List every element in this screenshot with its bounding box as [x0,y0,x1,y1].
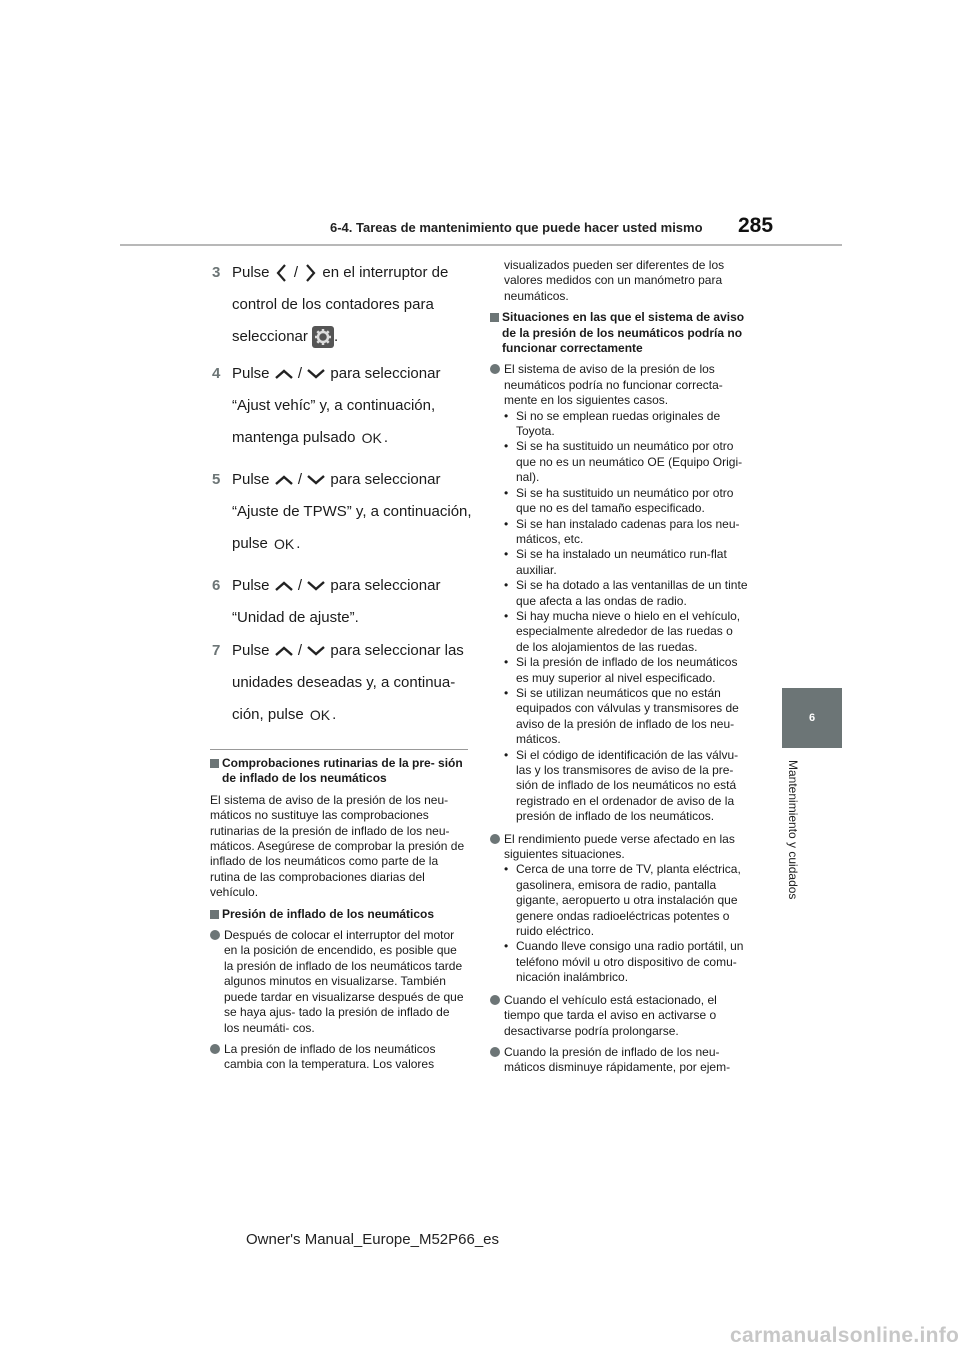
list-item: • Si se han instalado cadenas para los neu- máticos, etc. [504,517,748,548]
list-item: • Si se ha dotado a las ventanillas de un tinte que afecta a las ondas de radio. [504,578,748,609]
note-bullet-text: La presión de inflado de los neumáticos cambia con la temperatura. Los valores [224,1041,436,1072]
step-5 [212,464,474,560]
note-bullet [490,832,748,863]
chevron-right-icon [302,263,318,283]
list-item: • Si hay mucha nieve o hielo en el vehículo, especialmente alrededor de las ruedas o de los alojamientos de las ruedas. [504,609,748,655]
chevron-up-icon [274,644,294,658]
step-text: Pulse [232,642,270,659]
note-bullet-text: Cuando la presión de inflado de los neu- máticos disminuye rápidamente, por ejem- [504,1044,731,1075]
square-bullet-icon [490,313,499,322]
circle-bullet-icon [210,930,220,940]
step-text: para seleccionar las unidades deseadas y, a continua- ción, pulse [232,642,464,723]
watermark: carmanualsonline.info [730,1324,960,1347]
step-4 [212,358,474,454]
list-item: • Si se ha sustituido un neumático por otro que no es un neumático OE (Equipo Origi- nal). [504,439,748,485]
step-number: 7 [212,642,221,659]
note-continuation: visualizados pueden ser diferentes de los valores medidos con un manómetro para neumáticos. [504,258,725,303]
note-bullet [490,993,748,1039]
chevron-down-icon [306,644,326,658]
note-bullet-text: Después de colocar el interruptor del motor en la posición de encendido, es posible que la presión de inflado de los neumáticos tarde algunos minutos en visualizarse. También puede tardar en visualizarse después de que se haya ajus- tado la presión de inflado de los neumáti- cos. [224,928,464,1035]
step-text: Pulse [232,577,270,594]
step-text: . [296,535,301,552]
note-bullet [210,1042,468,1073]
step-number: 3 [212,264,221,281]
sub-list [504,862,748,985]
note-heading-text: Situaciones en las que el sistema de aviso de la presión de los neumáticos podría no funcionar correctamente [502,310,745,356]
chevron-up-icon [274,579,294,593]
list-item: • Si se utilizan neumáticos que no están equipados con válvulas y transmisores de aviso de la presión de inflado de los neu- máticos. [504,686,748,748]
step-separator: / [297,365,303,382]
list-item: • Si no se emplean ruedas originales de Toyota. [504,409,748,440]
step-text: . [334,328,339,345]
step-text: para seleccionar “Unidad de ajuste”. [232,577,441,626]
square-bullet-icon [210,759,219,768]
circle-bullet-icon [490,834,500,844]
chevron-left-icon [274,263,290,283]
step-separator: / [297,642,303,659]
note-bullet-text: El rendimiento puede verse afectado en las siguientes situaciones. [504,831,735,862]
circle-bullet-icon [490,995,500,1005]
list-item: • Cerca de una torre de TV, planta eléctrica, gasolinera, emisora de radio, pantalla gigante, aeropuerto u otra instalación que genere ondas radioeléctricas potentes o ruido eléctrico. [504,862,748,939]
note-bullet [210,928,468,1036]
note-bullet-text: Cuando el vehículo está estacionado, el tiempo que tarda el aviso en activarse o desactivarse podría prolongarse. [504,992,717,1038]
list-item: • Si la presión de inflado de los neumáticos es muy superior al nivel especificado. [504,655,748,686]
step-text: . [332,706,337,723]
step-separator: / [297,577,303,594]
step-text: Pulse [232,471,270,488]
list-item: • Si se ha sustituido un neumático por otro que no es del tamaño especificado. [504,486,748,517]
list-item: • Si el código de identificación de las válvu- las y los transmisores de aviso de la pre- sión de inflado de los neumáticos no está registrado en el ordenador de aviso de la presión de inflado de los neumáticos. [504,748,748,825]
circle-bullet-icon [490,1047,500,1057]
step-number: 5 [212,471,221,488]
note-heading-text: Comprobaciones rutinarias de la pre- sión de inflado de los neumáticos [222,756,463,786]
circle-bullet-icon [210,1044,220,1054]
section-title: 6-4. Tareas de mantenimiento que puede hacer usted mismo [330,220,703,235]
note-bullet [490,362,748,408]
page-number: 285 [738,214,774,237]
note-heading [210,756,468,787]
circle-bullet-icon [490,364,500,374]
sub-list [504,409,748,825]
settings-gear-icon [312,326,334,348]
chevron-down-icon [306,367,326,381]
note-heading-text: Presión de inflado de los neumáticos [222,906,435,921]
step-3 [212,257,474,353]
notes-left-column [210,756,468,1079]
note-heading [490,310,748,356]
chapter-tab: 6 [782,688,842,748]
ok-icon: OK [361,430,382,447]
note-heading [210,907,468,922]
step-separator: / [293,264,299,281]
chevron-up-icon [274,473,294,487]
chevron-down-icon [306,579,326,593]
step-text: . [383,429,389,446]
step-text: Pulse [232,264,270,281]
chevron-down-icon [306,473,326,487]
chapter-label: Mantenimiento y cuidados [786,760,800,900]
step-text: para seleccionar “Ajust vehíc” y, a continuación, mantenga pulsado [232,365,441,446]
ok-icon: OK [309,707,331,724]
step-number: 6 [212,577,221,594]
notes-divider [210,749,468,750]
step-7 [212,635,474,731]
step-6 [212,570,474,634]
step-separator: / [297,471,303,488]
notes-right-column [490,258,748,1082]
note-bullet-text: El sistema de aviso de la presión de los neumáticos podría no funcionar correcta- mente en los siguientes casos. [504,362,723,408]
list-item: • Cuando lleve consigo una radio portátil, un teléfono móvil u otro dispositivo de comu- nicación inalámbrico. [504,939,748,985]
step-text: para seleccionar “Ajuste de TPWS” y, a continuación, pulse [232,471,472,552]
step-number: 4 [212,365,221,382]
note-bullet [490,1045,748,1076]
ok-icon: OK [274,536,295,553]
step-text: Pulse [232,365,270,382]
header-divider [120,244,842,246]
step-text: en el interruptor de control de los contadores para seleccionar [232,264,449,345]
chevron-up-icon [274,367,294,381]
list-item: • Si se ha instalado un neumático run-flat auxiliar. [504,547,748,578]
footer-text: Owner's Manual_Europe_M52P66_es [246,1231,500,1248]
square-bullet-icon [210,910,219,919]
note-paragraph: El sistema de aviso de la presión de los neu- máticos no sustituye las comprobaciones rutinarias de la presión de inflado de los neu- máticos. Asegúrese de comprobar la presión de inflado de los neumáticos como parte de la rutina de las comprobaciones diarias del vehículo. [210,792,465,900]
